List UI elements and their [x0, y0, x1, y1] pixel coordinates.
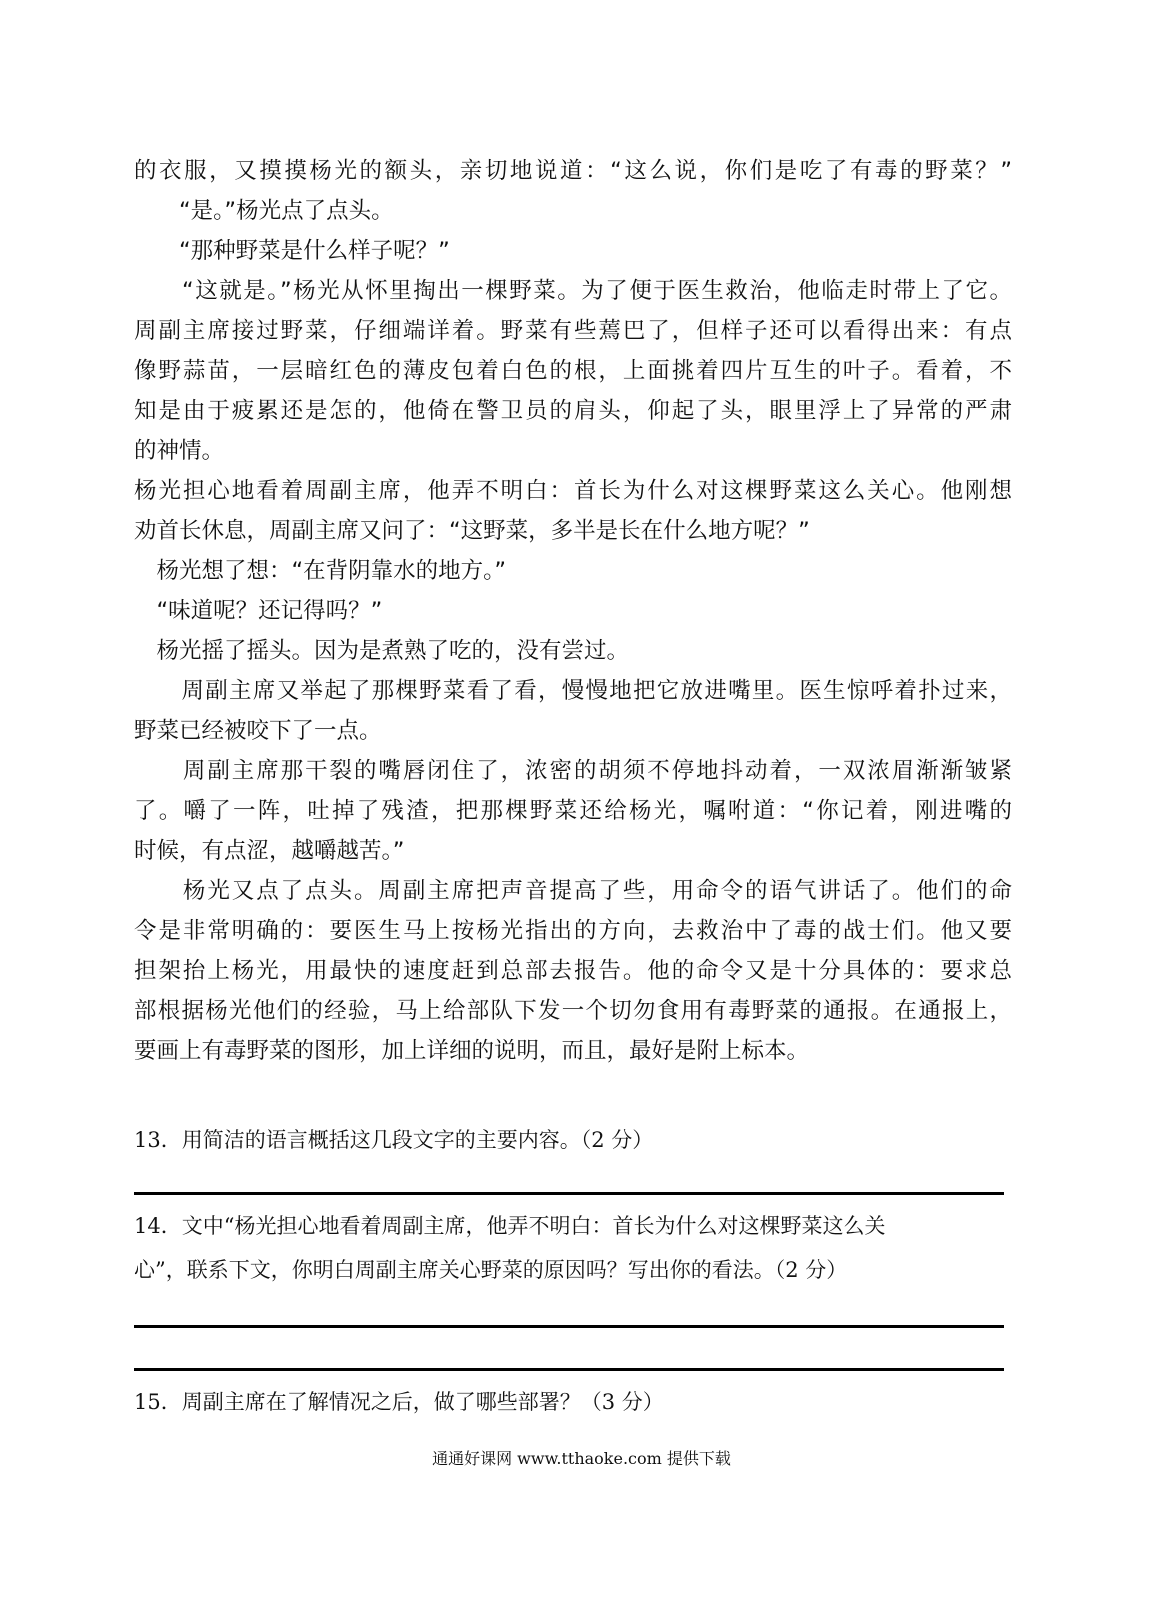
passage-line: “那种野菜是什么样子呢？” [134, 238, 450, 264]
passage-line: 野菜已经被咬下了一点。 [134, 718, 382, 744]
passage-line: 的神情。 [134, 438, 225, 464]
passage-line: 时候，有点涩，越嚼越苦。” [134, 838, 405, 864]
passage-line: 周副主席又举起了那棵野菜看了看，慢慢地把它放进嘴里。医生惊呼着扑过来， [134, 678, 1012, 704]
passage-line: “味道呢？还记得吗？” [134, 598, 383, 624]
passage-line: 周副主席那干裂的嘴唇闭住了，浓密的胡须不停地抖动着，一双浓眉渐渐皱紧 [134, 758, 1012, 784]
passage-line: “是。”杨光点了点头。 [134, 198, 394, 224]
passage-line: 的衣服，又摸摸杨光的额头，亲切地说道：“这么说，你们是吃了有毒的野菜？” [134, 158, 1012, 184]
passage-line: 杨光想了想：“在背阴靠水的地方。” [134, 558, 507, 584]
question-14-line-2: 心”，联系下文，你明白周副主席关心野菜的原因吗？写出你的看法。（2 分） [134, 1258, 848, 1282]
answer-line-13[interactable] [134, 1192, 1004, 1195]
question-14-line-1: 14．文中“杨光担心地看着周副主席，他弄不明白：首长为什么对这棵野菜这么关 [134, 1214, 886, 1238]
passage-line: 杨光又点了点头。周副主席把声音提高了些，用命令的语气讲话了。他们的命 [134, 878, 1012, 904]
passage-line: 知是由于疲累还是怎的，他倚在警卫员的肩头，仰起了头，眼里浮上了异常的严肃 [134, 398, 1012, 424]
question-13: 13．用简洁的语言概括这几段文字的主要内容。（2 分） [134, 1128, 654, 1152]
answer-line-14b[interactable] [134, 1368, 1004, 1371]
questions-section [134, 1120, 1012, 1414]
passage-line: 周副主席接过野菜，仔细端详着。野菜有些蔫巴了，但样子还可以看得出来：有点 [134, 318, 1012, 344]
passage-line: “这就是。”杨光从怀里掏出一棵野菜。为了便于医生救治，他临走时带上了它。 [134, 278, 1012, 304]
answer-line-14a[interactable] [134, 1325, 1004, 1328]
passage-line: 部根据杨光他们的经验，马上给部队下发一个切勿食用有毒野菜的通报。在通报上， [134, 998, 1012, 1024]
passage-line: 担架抬上杨光，用最快的速度赶到总部去报告。他的命令又是十分具体的：要求总 [134, 958, 1012, 984]
question-15: 15．周副主席在了解情况之后，做了哪些部署？（3 分） [134, 1390, 664, 1414]
passage-line: 要画上有毒野菜的图形，加上详细的说明，而且，最好是附上标本。 [134, 1038, 810, 1064]
passage-line: 像野蒜苗，一层暗红色的薄皮包着白色的根，上面挑着四片互生的叶子。看着，不 [134, 358, 1012, 384]
reading-passage [134, 151, 1012, 1071]
page-footer: 通通好课网 www.tthaoke.com 提供下载 [432, 1449, 731, 1468]
passage-line: 令是非常明确的：要医生马上按杨光指出的方向，去救治中了毒的战士们。他又要 [134, 918, 1012, 944]
passage-line: 杨光担心地看着周副主席，他弄不明白：首长为什么对这棵野菜这么关心。他刚想 [134, 478, 1012, 504]
passage-line: 杨光摇了摇头。因为是煮熟了吃的，没有尝过。 [134, 638, 630, 664]
passage-line: 了。嚼了一阵，吐掉了残渣，把那棵野菜还给杨光，嘱咐道：“你记着，刚进嘴的 [134, 798, 1012, 824]
passage-line: 劝首长休息，周副主席又问了：“这野菜，多半是长在什么地方呢？” [134, 518, 810, 544]
